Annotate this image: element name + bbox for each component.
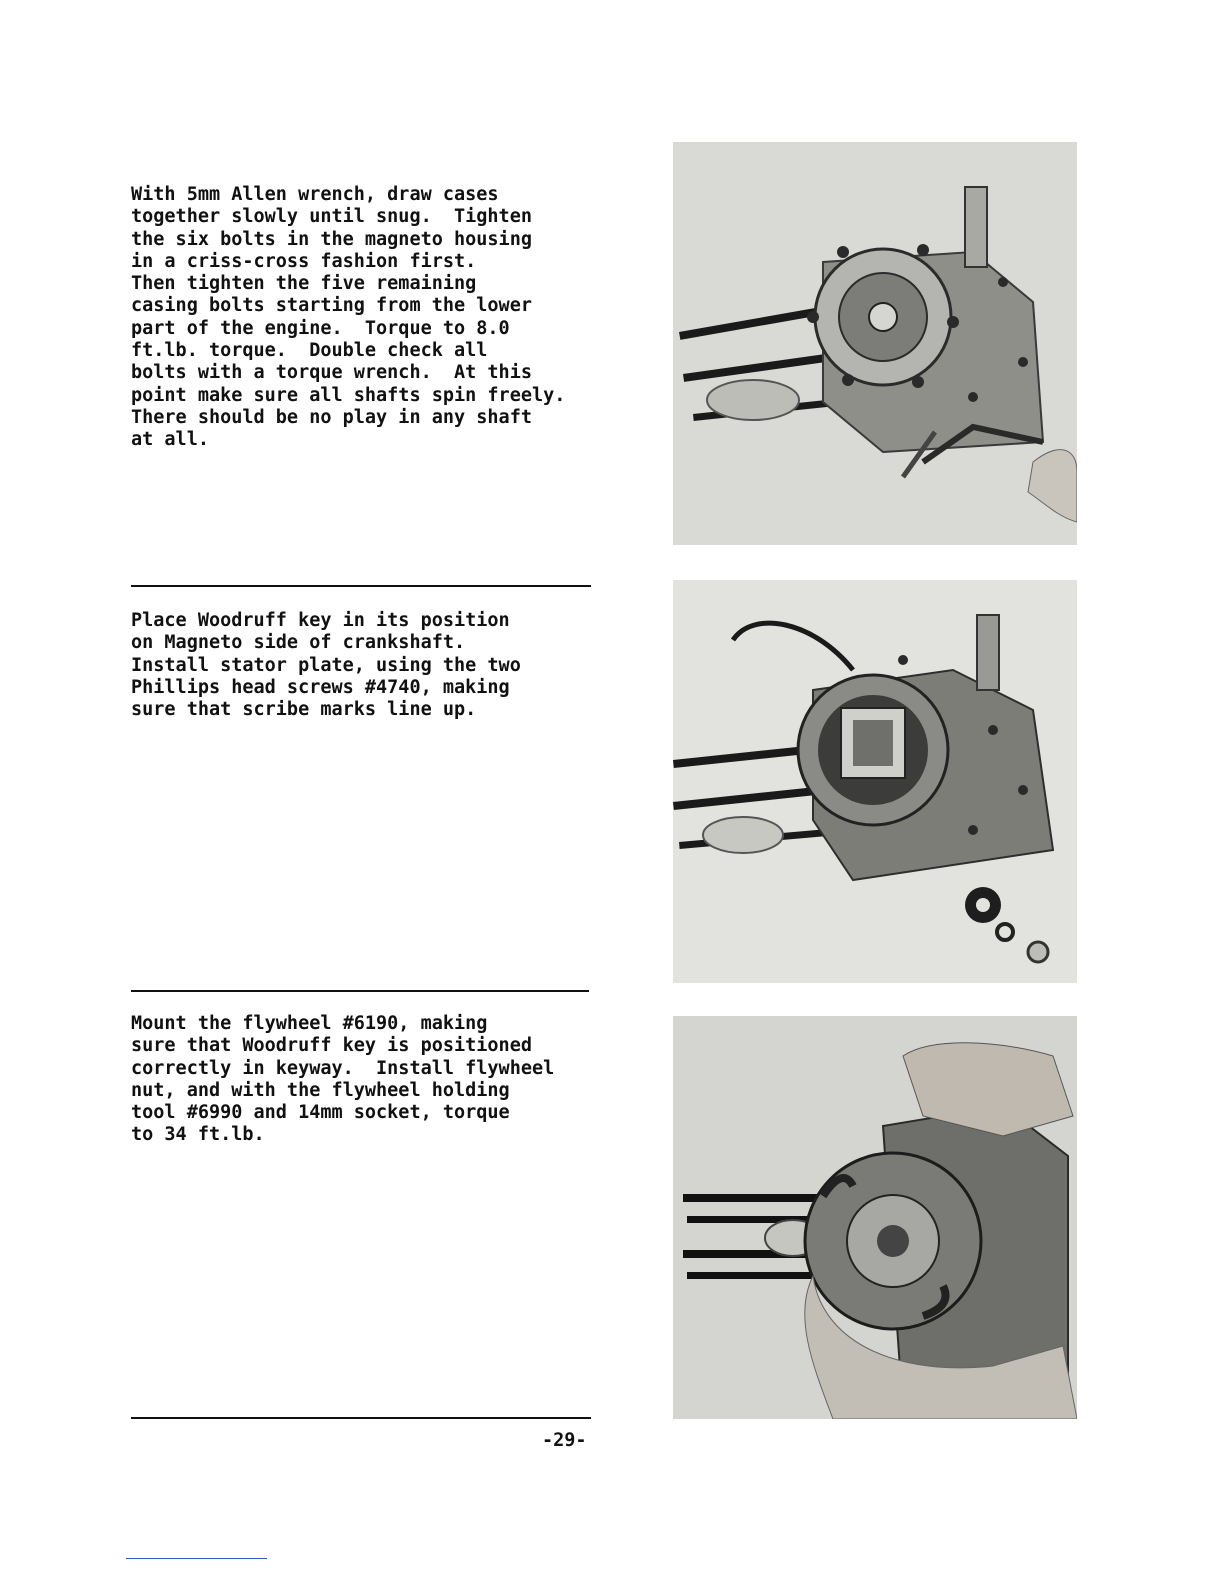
step-1-photo: [673, 142, 1077, 545]
stator-plate-photo: [673, 580, 1077, 983]
step-2-photo: [673, 580, 1077, 983]
step-1-instructions: With 5mm Allen wrench, draw cases together slowly until snug. Tighten the six bolts in the magneto housing in a criss-cross fashion first. Then tighten the five remaining casing bolts starting from the lower part of the engine. Torque to 8.0 ft.lb. torque. Double check all bolts with a torque wrench. At this point make sure all shafts spin freely. There should be no play in any shaft at all.: [131, 184, 566, 451]
footer-link-underline[interactable]: [126, 1558, 267, 1559]
section-divider-1: [131, 585, 591, 587]
engine-case-torque-wrench-photo: [673, 142, 1077, 545]
section-divider-2: [131, 990, 589, 992]
step-2-instructions: Place Woodruff key in its position on Magneto side of crankshaft. Install stator plate, using the two Phillips head screws #4740, making sure that scribe marks line up.: [131, 610, 521, 721]
step-3-instructions: Mount the flywheel #6190, making sure that Woodruff key is positioned correctly in keyway. Install flywheel nut, and with the flywheel holding tool #6990 and 14mm socket, torque to 34 ft.lb.: [131, 1013, 555, 1146]
section-divider-3: [131, 1417, 591, 1419]
flywheel-mounting-photo: [673, 1016, 1077, 1419]
page-number: -29-: [542, 1430, 587, 1451]
step-3-photo: [673, 1016, 1077, 1419]
